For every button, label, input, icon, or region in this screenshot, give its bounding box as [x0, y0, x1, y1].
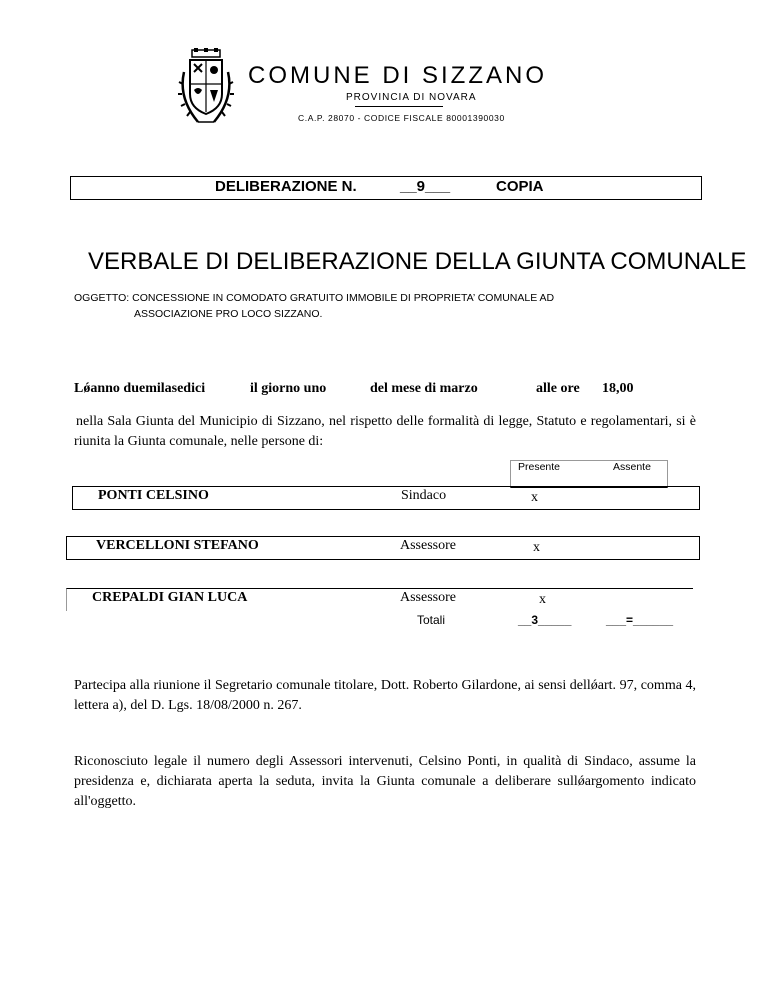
- oggetto-line-1: OGGETTO: CONCESSIONE IN COMODATO GRATUITO IMMOBILE DI PROPRIETA’ COMUNALE AD: [74, 292, 555, 304]
- member-name: PONTI CELSINO: [98, 488, 209, 503]
- member-name: VERCELLONI STEFANO: [96, 538, 259, 553]
- member-name: CREPALDI GIAN LUCA: [92, 590, 248, 605]
- document-title: VERBALE DI DELIBERAZIONE DELLA GIUNTA COMUNALE: [88, 248, 747, 275]
- totali-presenti: __3_____: [518, 613, 572, 627]
- header-divider: [355, 106, 443, 107]
- totali-label: Totali: [417, 613, 446, 627]
- deliberazione-box: [70, 176, 702, 200]
- date-giorno: il giorno uno: [250, 381, 327, 396]
- deliberazione-number: __9___: [400, 178, 451, 195]
- copia-label: COPIA: [496, 178, 544, 195]
- oggetto-line-2: ASSOCIAZIONE PRO LOCO SIZZANO.: [134, 308, 323, 320]
- member-role: Assessore: [400, 538, 456, 553]
- totali-assenti: ___=______: [606, 613, 674, 627]
- member-presente-mark: x: [531, 490, 538, 505]
- member-presente-mark: x: [533, 540, 540, 555]
- member-role: Assessore: [400, 590, 456, 605]
- date-anno: Lǿanno duemilasedici: [74, 381, 206, 396]
- segretario-paragraph: Partecipa alla riunione il Segretario comunale titolare, Dott. Roberto Gilardone, ai sensi dellǿart. 97, comma 4, lettera a), del D. Lgs. 18/08/2000 n. 267.: [74, 678, 696, 713]
- deliberazione-label: DELIBERAZIONE N.: [215, 178, 357, 195]
- member-role: Sindaco: [401, 488, 447, 503]
- date-ore-label: alle ore: [536, 381, 580, 396]
- presente-header: Presente: [518, 461, 561, 473]
- member-presente-mark: x: [539, 592, 546, 607]
- date-ore-value: 18,00: [602, 381, 634, 396]
- date-mese: del mese di marzo: [370, 381, 478, 396]
- comune-name: COMUNE DI SIZZANO: [248, 62, 548, 89]
- municipal-crest-logo: [178, 48, 234, 130]
- cap-codice-fiscale: C.A.P. 28070 - CODICE FISCALE 80001390030: [298, 113, 505, 123]
- assente-header: Assente: [613, 461, 651, 473]
- provincia-label: PROVINCIA DI NOVARA: [346, 92, 477, 103]
- intro-paragraph: nella Sala Giunta del Municipio di Sizzano, nel rispetto delle formalità di legge, Statuto e regolamentari, si è riunita la Giunta comunale, nelle persone di:: [74, 414, 696, 449]
- conclusione-paragraph: Riconosciuto legale il numero degli Assessori intervenuti, Celsino Ponti, in qualità di Sindaco, assume la presidenza e, dichiarata aperta la seduta, invita la Giunta comunale a deliberare sullǿargomento indicato all'oggetto.: [74, 754, 696, 809]
